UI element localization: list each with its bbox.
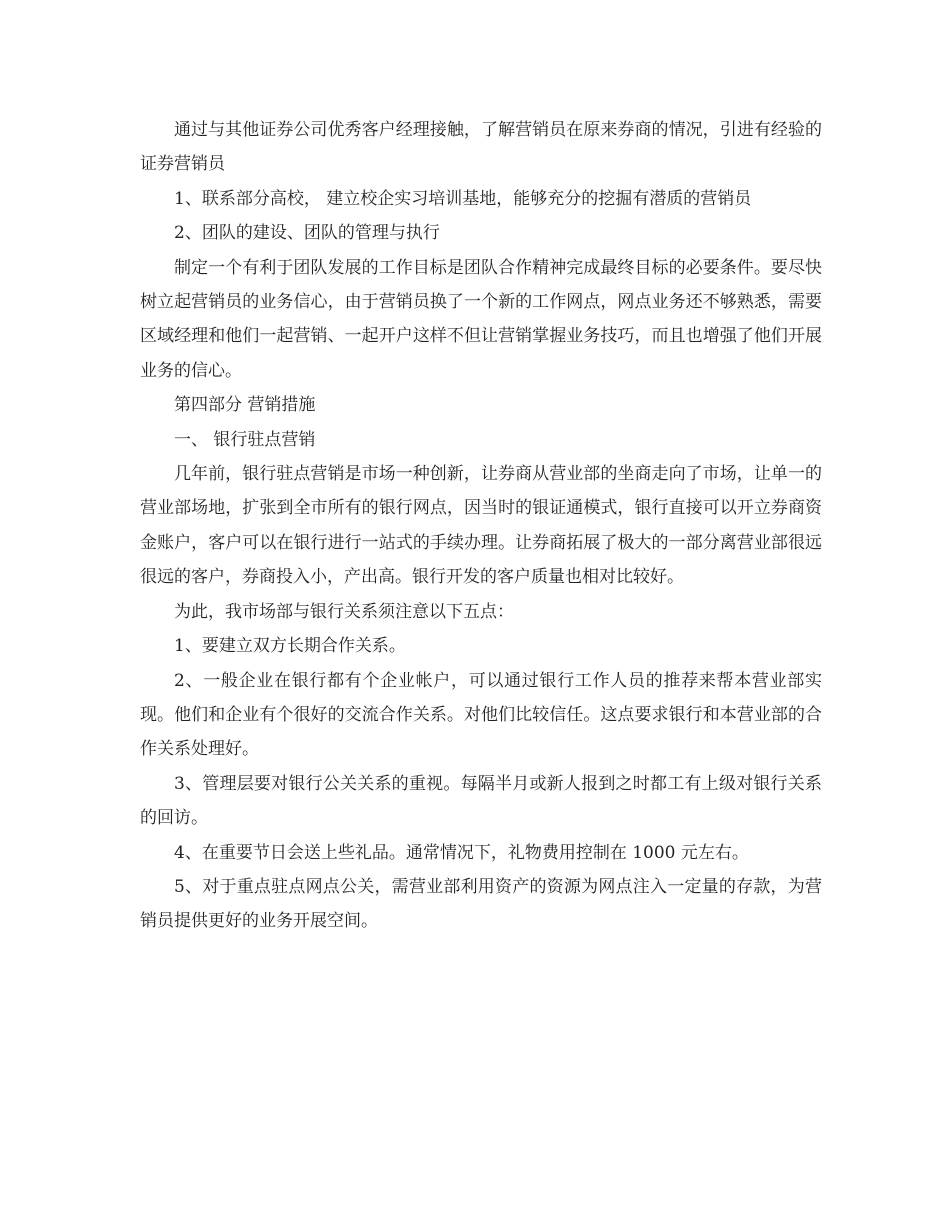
- list-item-point-1: 1、要建立双方长期合作关系。: [174, 636, 406, 657]
- paragraph-five-points-intro: 为此，我市场部与银行关系须注意以下五点：: [174, 601, 514, 622]
- paragraph-intro-recruit: 通过与其他证券公司优秀客户经理接触，了解营销员在原来券商的情况，引进有经验的证券营销员: [140, 120, 822, 175]
- list-item-point-4: 4、在重要节日会送上些礼品。通常情况下，礼物费用控制在 1000 元左右。: [174, 842, 749, 863]
- document-body: [140, 113, 822, 939]
- section-subheading-bank: 一、 银行驻点营销: [174, 429, 316, 450]
- list-item-point-5: 5、对于重点驻点网点公关，需营业部利用资产的资源为网点注入一定量的存款，为营销员提供更好的业务开展空间。: [140, 876, 822, 932]
- section-heading-part-four: 第四部分 营销措施: [174, 395, 316, 416]
- paragraph-item-team: 2、团队的建设、团队的管理与执行: [174, 223, 440, 244]
- paragraph-bank-history: 几年前，银行驻点营销是市场一种创新，让券商从营业部的坐商走向了市场，让单一的营业部场地，扩张到全市所有的银行网点，因当时的银证通模式，银行直接可以开立券商资金账户，客户可以在银行进行一站式的手续办理。让券商拓展了极大的一部分离营业部很远很远的客户，券商投入小，产出高。银行开发的客户质量也相对比较好。: [140, 464, 822, 588]
- paragraph-item-university: 1、联系部分高校， 建立校企实习培训基地，能够充分的挖掘有潜质的营销员: [174, 188, 752, 209]
- list-item-point-2: 2、一般企业在银行都有个企业帐户，可以通过银行工作人员的推荐来帮本营业部实现。他们和企业有个很好的交流合作关系。对他们比较信任。这点要求银行和本营业部的合作关系处理好。: [140, 670, 822, 760]
- list-item-point-3: 3、管理层要对银行公关关系的重视。每隔半月或新人报到之时都工有上级对银行关系的回访。: [140, 773, 822, 829]
- paragraph-team-goal: 制定一个有利于团队发展的工作目标是团队合作精神完成最终目标的必要条件。要尽快树立起营销员的业务信心，由于营销员换了一个新的工作网点，网点业务还不够熟悉，需要区域经理和他们一起营销、一起开户这样不但让营销掌握业务技巧，而且也增强了他们开展业务的信心。: [140, 257, 822, 381]
